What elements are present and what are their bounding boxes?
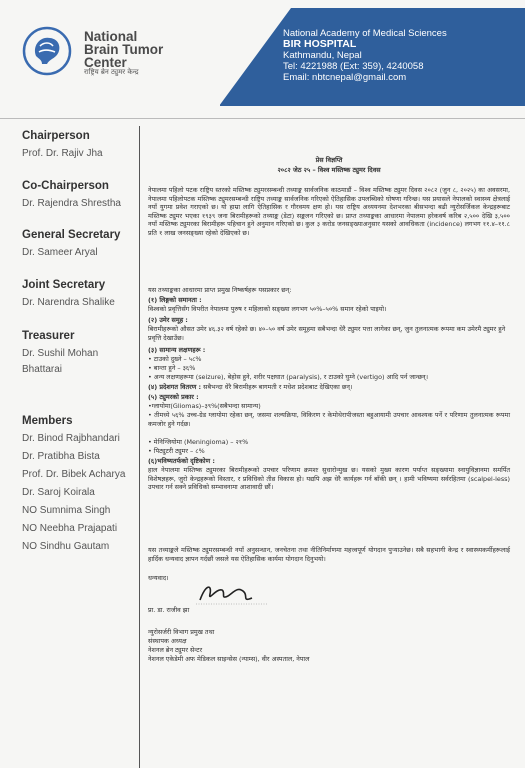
findings-intro: यस तथ्याङ्कका आधारमा प्राप्त प्रमुख निष्कर्षहरू यसप्रकार छन्: (148, 286, 292, 294)
press-release-title: प्रेस विज्ञप्ति (315, 156, 343, 164)
finding-1-body: विश्वको प्रवृत्तिसँग विपरीत नेपालमा पुरुष र महिलाको सङ्ख्या लगभग ५०%–५०% समान रहेको पाइयो। (148, 305, 387, 313)
press-release-subtitle: २०८२ जेठ २५ – विश्व मस्तिष्क ट्युमर दिवस (277, 166, 381, 174)
sidebar-name: NO Sindhu Gautam (22, 541, 110, 552)
finding-3-item: • बान्ता हुने – ३६% (148, 364, 196, 372)
sidebar-name: Prof. Dr. Rajiv Jha (22, 148, 103, 159)
finding-2-heading: (२) उमेर समूह : (148, 316, 188, 324)
intro-paragraph: नेपालमा पहिलो पटक राष्ट्रिय स्तरको मस्तिष्क ट्युमरसम्बन्धी तथ्याङ्क सार्वजनिक काठमाडौं – विश्व मस्तिष्क ट्युमर दिवस २०८२ (जुन ८, २०२५) का अवसरमा, नेपालमा पहिलोपटक मस्तिष्क ट्युमरसम्बन्धी राष्ट्रिय तथ्याङ्क सार्वजनिक गरिएको ऐतिहासिक उपलब्धिको घोषणा गरिन्छ। यस प्रयासले नेपालको स्वास्थ्य क्षेत्रलाई नयाँ युगमा प्रवेश गराएको छ। यो हाम्रा लागि ऐतिहासिक र गौरवमय क्षण हो। यस राष्ट्रिय अध्ययनमा देशभरका बीसभन्दा बढी न्युरोसर्जिकल केन्द्रहरूबाट मस्तिष्क ट्युमर भएका १९३९ जना बिरामीहरूको तथ्याङ्क (डेटा) सङ्कलन गरिएको छ। प्राप्त तथ्याङ्कका आधारमा नेपालमा हरेकवर्ष करिब २,५०० देखि ३,५०० नयाँ मस्तिष्क ट्युमरका बिरामीहरू पहिचान हुने अनुमान गरिएको छ। कुल ३ करोड जनसङ्ख्याअनुसार यसको आवधिकता (incidence) लगभग ११.४–११.८ प्रति १ लाख जनसङ्ख्या रहेको देखिएको छ। (148, 186, 510, 237)
finding-4-heading: (४) प्रदेशगत वितरण : (148, 383, 202, 391)
sidebar-heading: Co-Chairperson (22, 180, 109, 192)
finding-5-item: •ग्लायोमा(Gliomas)–३९%(सबैभन्दा सामान्य) (148, 402, 261, 410)
closing-paragraph: यस तथ्याङ्कले मस्तिष्क ट्युमरसम्बन्धी नयाँ अनुसन्धान, जनचेतना तथा नीतिनिर्माणमा महत्त्वपूर्ण योगदान पुऱ्याउनेछ। सबै सहभागी केन्द्र र स्वास्थ्यकर्मीहरूलाई हार्दिक धन्यवाद ज्ञापन गर्दछौं जसले यस ऐतिहासिक कार्यमा योगदान दिनुभयो। (148, 546, 510, 563)
sidebar-divider (139, 126, 140, 768)
finding-3-heading: (३) सामान्य लक्षणहरू : (148, 346, 206, 354)
sidebar-name: Dr. Sameer Aryal (22, 247, 98, 258)
signatory-title: न्युरोसर्जरी विभाग प्रमुख तथा (148, 628, 215, 636)
sidebar-name: Dr. Saroj Koirala (22, 487, 95, 498)
sidebar-name: Dr. Rajendra Shrestha (22, 198, 121, 209)
sidebar-name: Dr. Sushil Mohan (22, 348, 99, 359)
signatory-title: नेशनल ब्रेन ट्युमर सेन्टर (148, 646, 203, 654)
finding-6-heading: (६)भविष्यतर्फको दृष्टिकोण : (148, 457, 215, 465)
sidebar-name: Bhattarai (22, 364, 63, 375)
finding-3-item: • अन्य लक्षणहरूमा (seizure), बेहोस हुने, शरीर पक्षघात (paralysis), र टाउको घुम्ने (vertigo) आदि पर्न जान्छन्। (148, 373, 429, 381)
banner-contact-info: National Academy of Medical Sciences BIR HOSPITAL Kathmandu, Nepal Tel: 4221988 (Ext: 359), 4240058 Email: nbtcnepal@gmail.com (283, 28, 447, 83)
sidebar-name: Dr. Binod Rajbhandari (22, 433, 120, 444)
finding-4-body: सबैभन्दा धेरै बिरामीहरू बागमती र मधेश प्रदेशबाट देखिएका छन्। (203, 383, 353, 391)
signatory-name: प्रा. डा. राजीव झा (148, 606, 190, 614)
finding-6-body: हाल नेपालमा मस्तिष्क ट्युमरका बिरामीहरूको उपचार परिणाम क्रमशः सुधारोन्मुख छ। यसको मुख्य कारण पर्याप्त सङ्ख्यामा स्नायुविज्ञानमा समर्पित विशेषज्ञहरू, जुरो केन्द्रहरूको विस्तार, र प्रविधिको तीव्र विकास हो। यद्यपि अझ धेरै कार्यहरू गर्न बाँकी छन् । हामी भविष्यमा सर्वरहितमा (scalpel-less) उपचार गर्न सक्ने प्रविधिको सम्भावनामा आशावादी छौं। (148, 466, 510, 492)
finding-1-heading: (१) लिङ्गको समानता : (148, 296, 202, 304)
sidebar-name: Dr. Pratibha Bista (22, 451, 100, 462)
finding-5-item: • मेनिन्जियोमा (Meningioma) – २१% (148, 438, 249, 446)
sidebar-name: NO Neebha Prajapati (22, 523, 118, 534)
finding-3-item: • टाउको दुख्ने – ५८% (148, 355, 202, 363)
finding-4 (148, 383, 510, 392)
finding-5-heading: (५) ट्युमरको प्रकार : (148, 393, 199, 401)
sidebar-heading: General Secretary (22, 229, 121, 241)
sidebar-heading: Chairperson (22, 130, 90, 142)
signatory-title: संस्थापक अध्यक्ष (148, 637, 187, 645)
sidebar-name: Dr. Narendra Shalike (22, 297, 115, 308)
thanks-text: धन्यवाद। (148, 574, 169, 582)
handwritten-signature (196, 580, 276, 606)
sidebar-heading: Members (22, 415, 73, 427)
sidebar-name: Prof. Dr. Bibek Acharya (22, 469, 126, 480)
finding-5-item: • पिट्युटरी ट्युमर – ८% (148, 447, 205, 455)
brain-tumor-center-logo (22, 26, 72, 76)
signatory-title: नेशनल एकेडेमी अफ मेडिकल साइन्सेस (न्याम्स), वीर अस्पताल, नेपाल (148, 655, 310, 663)
sidebar-name: NO Sumnima Singh (22, 505, 111, 516)
finding-2-body: बिरामीहरूको औसत उमेर ४६.३२ वर्ष रहेको छ। ४०–५० वर्ष उमेर समूहमा सबैभन्दा धेरै ट्युमर पत्ता लागेका छन्, जुन तुलनात्मक रूपमा कम उमेरमै ट्युमर हुने प्रवृत्ति देखाउँछ। (148, 325, 506, 342)
finding-5-item: • तीमध्ये ५६% उच्च-ग्रेड ग्लायोमा रहेका छन्, जसमा शल्यक्रिया, विकिरण र केमोथेरापीजस्ता बहुआयामी उपचार आवश्यक पर्ने र परिणाम तुलनात्मक रूपमा कमजोर हुने गर्दछ। (148, 411, 510, 428)
sidebar-heading: Joint Secretary (22, 279, 106, 291)
sidebar-heading: Treasurer (22, 330, 75, 342)
org-name-nepali: राष्ट्रिय ब्रेन ट्युमर केन्द्र (84, 68, 139, 76)
header-divider (0, 118, 525, 119)
org-name: National Brain Tumor Center (84, 29, 164, 70)
